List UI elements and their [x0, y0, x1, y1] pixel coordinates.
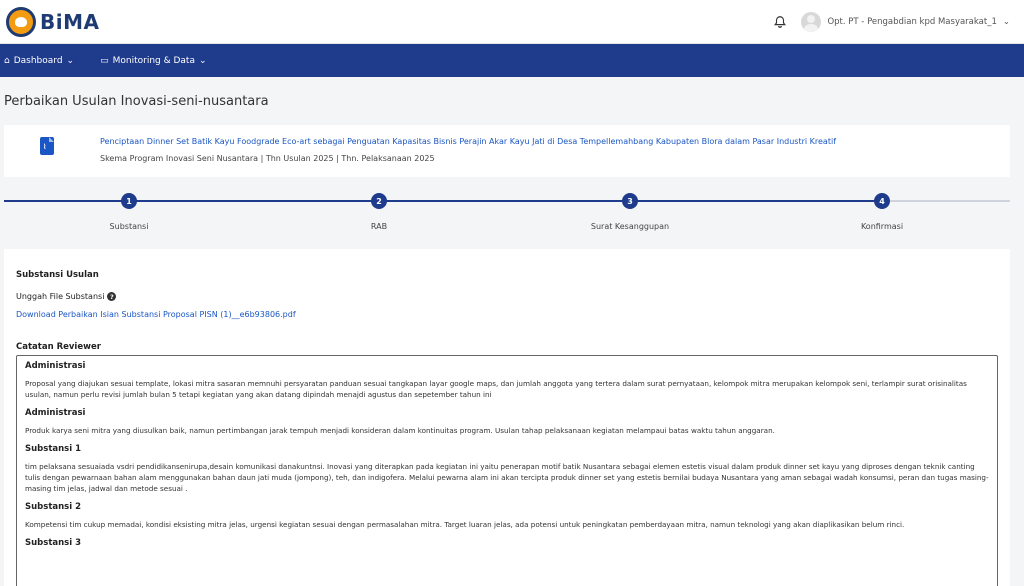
note-text: Proposal yang diajukan sesuai template, lokasi mitra sasaran memnuhi persyaratan panduan sesuai tangkapan layar google maps, dan jumlah anggota yang tertera dalam surat pernyataan, kelompok mitra merupakan kelompok seni, terlampir surat orisinalitas usulan, namun perlu revisi jumlah bulan 5 tetapi kegiatan yang akan datang dipindah menajdi agustus dan sepetember tahun ini [25, 379, 967, 399]
step-3-label: Surat Kesanggupan [590, 222, 670, 231]
upload-label-text: Unggah File Substansi [16, 292, 105, 301]
note-heading: Administrasi [25, 408, 86, 418]
note-text: Kompetensi tim cukup memadai, kondisi eksisting mitra jelas, urgensi kegiatan sesuai dengan permasalahan mitra. Target luaran jelas, ada potensi untuk peningkatan pemberdayaan mitra, namun teknologi yang akan diaplikasikan belum rinci. [25, 520, 905, 529]
upload-label [16, 292, 116, 301]
proposal-title[interactable]: Penciptaan Dinner Set Batik Kayu Foodgrade Eco-art sebagai Penguatan Kapasitas Bisnis Perajin Akar Kayu Jati di Desa Tempellemahbang Kabupaten Blora dalam Pasar Industri Kreatif [100, 137, 837, 146]
nav-dashboard-label: Dashboard [13, 55, 63, 66]
chevron-down-icon: ⌄ [1002, 16, 1010, 27]
proposal-meta: Skema Program Inovasi Seni Nusantara | Thn Usulan 2025 | Thn. Pelaksanaan 2025 [100, 154, 435, 163]
nav-monitoring[interactable] [100, 56, 206, 66]
note-text: tim pelaksana sesuaiada vsdri pendidikansenirupa,desain komunikasi danakuntnsi. Inovasi yang diterapkan pada kegiatan ini yaitu penerapan motif batik Nusantara sebagai elemen estetis visual dalam produk dinner set kayu yang diproses dengan teknik canting tulis dengan pewarnaan bahan alam menggunakan bahan daun jati muda (jompong), teh, dan indigofera. Melalui pewarna alam ini akan tercipta produk dinner set yang estetis bernilai budaya Nusantara yang aman sebagai wadah konsumsi, peran dan tugas masing-masing tim jelas, jadwal dan metode sesuai . [25, 462, 989, 493]
step-3-dot[interactable]: 3 [622, 193, 638, 209]
nav-dashboard[interactable] [4, 56, 74, 66]
note-heading: Administrasi [25, 361, 86, 371]
substansi-panel [4, 249, 1010, 586]
chevron-down-icon: ⌄ [198, 55, 207, 66]
user-name: Opt. PT - Pengabdian kpd Masyarakat_1 [827, 16, 997, 27]
section-title: Substansi Usulan [16, 270, 99, 280]
reviewer-note [25, 361, 989, 400]
step-2-label: RAB [370, 222, 388, 231]
brand-name: BiMA [40, 9, 100, 34]
download-link[interactable]: Download Perbaikan Isian Substansi Proposal PISN (1)__e6b93806.pdf [16, 310, 296, 319]
stepper-remaining-line [882, 200, 1010, 202]
proposal-card [4, 125, 1010, 177]
reviewer-note [25, 408, 989, 436]
reviewer-note [25, 538, 989, 548]
avatar [801, 12, 821, 32]
help-icon[interactable]: ? [107, 292, 116, 301]
step-2-dot[interactable]: 2 [371, 193, 387, 209]
reviewer-note [25, 444, 989, 494]
page-title: Perbaikan Usulan Inovasi-seni-nusantara [4, 94, 269, 109]
nav-monitoring-label: Monitoring & Data [112, 55, 195, 66]
step-1-dot[interactable]: 1 [121, 193, 137, 209]
top-bar [0, 0, 1024, 44]
user-menu[interactable] [801, 12, 1010, 32]
home-icon: ⌂ [4, 55, 10, 66]
step-4-label: Konfirmasi [860, 222, 904, 231]
pdf-icon: ⌇ [40, 137, 54, 155]
brand-logo[interactable] [6, 7, 99, 37]
reviewer-note [25, 502, 989, 530]
main-nav [0, 44, 1024, 77]
note-heading: Substansi 2 [25, 502, 82, 512]
stepper [0, 187, 1024, 237]
bell-icon[interactable] [773, 15, 787, 29]
note-heading: Substansi 3 [25, 538, 82, 548]
step-1-label: Substansi [109, 222, 149, 231]
reviewer-notes-box[interactable] [16, 355, 998, 586]
monitor-icon: ▭ [100, 55, 109, 66]
logo-icon [6, 7, 36, 37]
chevron-down-icon: ⌄ [66, 55, 75, 66]
note-heading: Substansi 1 [25, 444, 82, 454]
note-text: Produk karya seni mitra yang diusulkan baik, namun pertimbangan jarak tempuh menjadi konsideran dalam kontinuitas program. Usulan tahap pelaksanaan kegiatan melampaui batas waktu tahun anggaran. [25, 426, 775, 435]
step-4-dot[interactable]: 4 [874, 193, 890, 209]
reviewer-title: Catatan Reviewer [16, 342, 101, 352]
